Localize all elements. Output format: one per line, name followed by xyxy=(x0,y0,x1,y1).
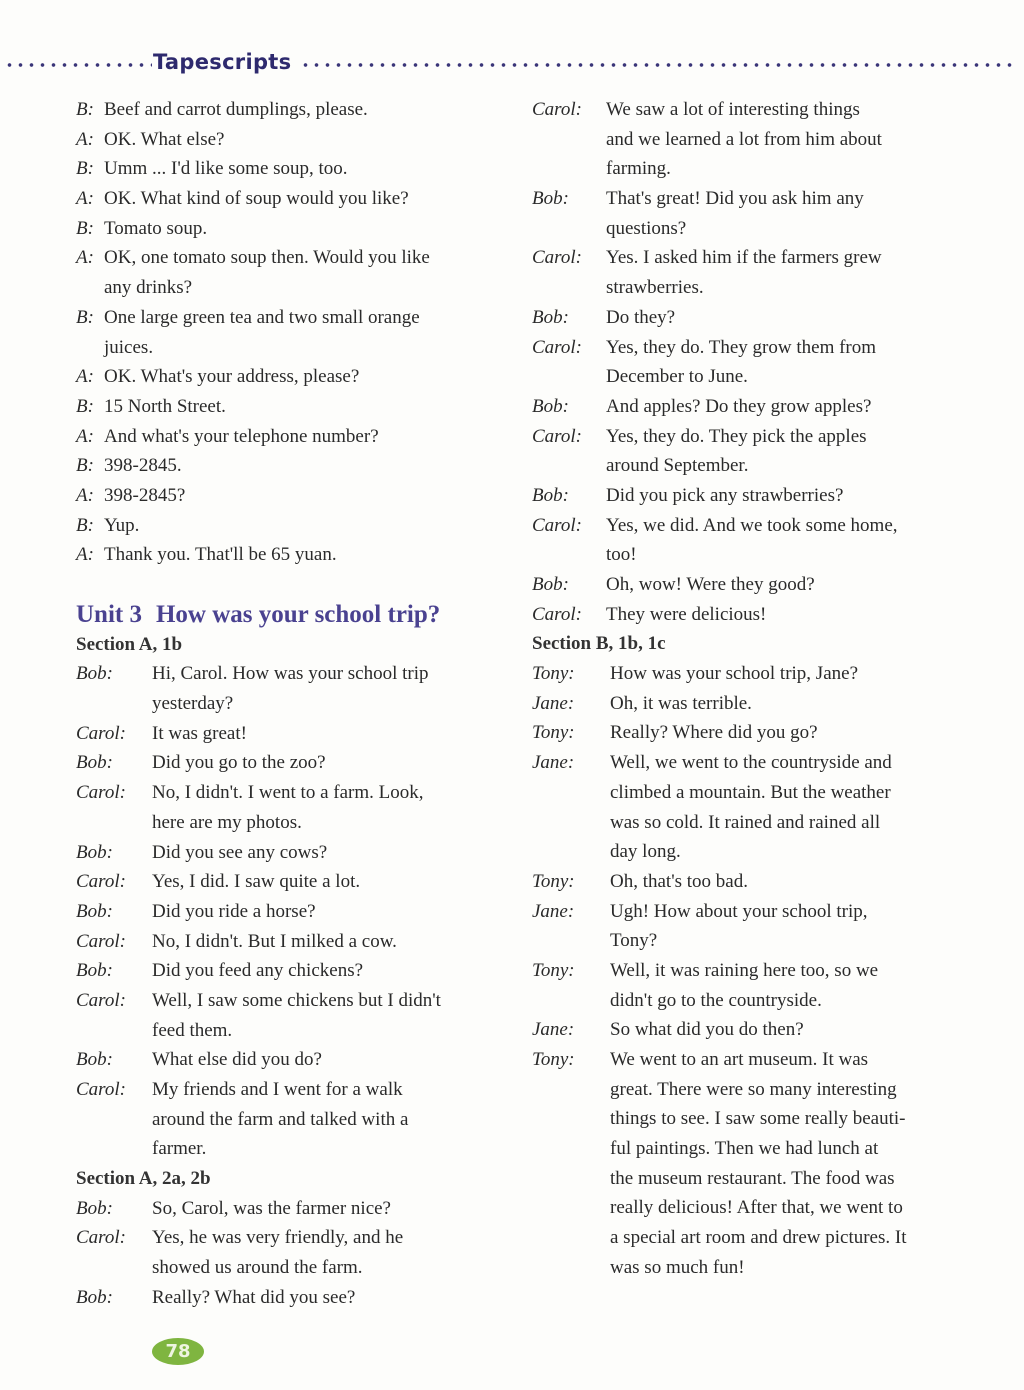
dialogue-text: around September. xyxy=(606,455,749,477)
dialogue-line xyxy=(532,808,972,838)
dialogue-line xyxy=(76,659,516,689)
speaker-label: B: xyxy=(76,217,94,239)
speaker-label: Bob: xyxy=(76,960,113,982)
section-heading: Section A, 2a, 2b xyxy=(76,1168,211,1190)
dialogue-text: climbed a mountain. But the weather xyxy=(610,781,891,803)
dialogue-text: ful paintings. Then we had lunch at xyxy=(610,1138,879,1160)
dialogue-text: strawberries. xyxy=(606,277,704,299)
speaker-label: Bob: xyxy=(76,841,113,863)
dialogue-line xyxy=(76,243,516,273)
speaker-label: B: xyxy=(76,514,94,536)
dialogue-line xyxy=(76,125,516,155)
speaker-label: Carol: xyxy=(532,247,582,269)
dialogue-line xyxy=(532,1075,972,1105)
dialogue-line xyxy=(76,1253,516,1283)
dialogue-text: OK. What's your address, please? xyxy=(104,366,360,388)
dialogue-line xyxy=(532,214,972,244)
dialogue-text: Ugh! How about your school trip, xyxy=(610,900,868,922)
dialogue-text: Oh, that's too bad. xyxy=(610,870,748,892)
dialogue-text: and we learned a lot from him about xyxy=(606,128,882,150)
speaker-label: Carol: xyxy=(532,514,582,536)
dialogue-text: Thank you. That'll be 65 yuan. xyxy=(104,544,337,566)
header-title: Tapescripts xyxy=(153,50,292,74)
dialogue-text: really delicious! After that, we went to xyxy=(610,1197,903,1219)
dialogue-text: Oh, wow! Were they good? xyxy=(606,574,815,595)
dialogue-text: 15 North Street. xyxy=(104,395,226,417)
dialogue-text: OK, one tomato soup then. Would you like xyxy=(104,247,430,269)
dialogue-text: Really? Where did you go? xyxy=(610,722,818,744)
dialogue-text: Yes, he was very friendly, and he xyxy=(152,1227,404,1249)
unit-heading xyxy=(76,600,516,630)
dialogue-line xyxy=(532,1223,972,1253)
dialogue-text: was so much fun! xyxy=(610,1256,745,1278)
dialogue-line xyxy=(532,243,972,273)
dialogue-text: feed them. xyxy=(152,1019,233,1041)
dialogue-line xyxy=(532,1253,972,1283)
dialogue-text: was so cold. It rained and rained all xyxy=(610,811,881,833)
speaker-label: A: xyxy=(76,484,94,506)
dialogue-line xyxy=(76,95,516,125)
dialogue-text: No, I didn't. But I milked a cow. xyxy=(152,930,397,952)
dialogue-text: the museum restaurant. The food was xyxy=(610,1167,895,1189)
dialogue-text: December to June. xyxy=(606,366,748,388)
dialogue-text: things to see. I saw some really beauti- xyxy=(610,1108,906,1130)
speaker-label: Bob: xyxy=(76,1197,113,1219)
dialogue-line xyxy=(532,778,972,808)
dialogue-text: What else did you do? xyxy=(152,1049,322,1071)
dialogue-text: How was your school trip, Jane? xyxy=(610,663,859,685)
dialogue-text: We went to an art museum. It was xyxy=(610,1049,869,1070)
speaker-label: B: xyxy=(76,395,94,417)
dialogue-line xyxy=(76,184,516,214)
speaker-label: Carol: xyxy=(76,722,126,744)
dialogue-line xyxy=(532,1104,972,1134)
dialogue-line xyxy=(76,273,516,303)
dialogue-line xyxy=(532,1015,972,1045)
dialogue-line xyxy=(76,481,516,511)
dialogue-line xyxy=(532,95,972,125)
dialogue-text: Did you ride a horse? xyxy=(152,900,316,922)
speaker-label: Bob: xyxy=(532,395,569,417)
dialogue-line xyxy=(76,689,516,719)
dialogue-text: Well, I saw some chickens but I didn't xyxy=(152,989,441,1011)
dialogue-line xyxy=(76,808,516,838)
dialogue-text: didn't go to the countryside. xyxy=(610,989,822,1011)
dialogue-text: a special art room and drew pictures. It xyxy=(610,1227,907,1249)
page-number-badge: 78 xyxy=(152,1338,204,1365)
dialogue-line xyxy=(532,481,972,511)
dialogue-line xyxy=(532,748,972,778)
dialogue-line xyxy=(76,1105,516,1135)
dialogue-line xyxy=(532,956,972,986)
speaker-label: A: xyxy=(76,425,94,447)
dialogue-line xyxy=(76,422,516,452)
speaker-label: Carol: xyxy=(76,989,126,1011)
dialogue-line xyxy=(532,333,972,363)
left-column xyxy=(76,95,516,1313)
speaker-label: Bob: xyxy=(532,306,569,328)
dialogue-line xyxy=(76,392,516,422)
dialogue-line xyxy=(76,867,516,897)
dialogue-text: Oh, it was terrible. xyxy=(610,692,752,714)
dialogue-line xyxy=(532,303,972,333)
dialogue-text: OK. What else? xyxy=(104,128,225,150)
dialogue-line xyxy=(76,1134,516,1164)
dialogue-line xyxy=(532,451,972,481)
dialogue-text: Tomato soup. xyxy=(104,217,208,239)
dialogue-line xyxy=(76,748,516,778)
dialogue-line xyxy=(76,362,516,392)
speaker-label: Tony: xyxy=(532,870,575,892)
dialogue-line xyxy=(76,333,516,363)
dialogue-line xyxy=(532,867,972,897)
speaker-label: B: xyxy=(76,306,94,328)
dialogue-line xyxy=(532,718,972,748)
dialogue-text: And what's your telephone number? xyxy=(104,425,379,447)
section-heading: Section B, 1b, 1c xyxy=(532,633,666,655)
dialogue-text: Did you see any cows? xyxy=(152,841,328,863)
dialogue-text: Yes, they do. They pick the apples xyxy=(606,425,867,447)
dialogue-line xyxy=(532,392,972,422)
dialogue-line xyxy=(76,154,516,184)
dialogue-text: showed us around the farm. xyxy=(152,1257,363,1279)
dialogue-line xyxy=(532,362,972,392)
dialogue-text: juices. xyxy=(104,336,154,358)
dialogue-line xyxy=(76,540,516,570)
dialogue-line xyxy=(532,837,972,867)
dialogue-line xyxy=(532,422,972,452)
dialogue-line xyxy=(532,689,972,719)
dialogue-line xyxy=(532,570,972,600)
dialogue-line xyxy=(76,897,516,927)
dialogue-text: around the farm and talked with a xyxy=(152,1108,409,1130)
dialogue-text: here are my photos. xyxy=(152,811,302,833)
dotted-rule-right xyxy=(300,62,1018,68)
dialogue-text: Well, it was raining here too, so we xyxy=(610,959,879,981)
dialogue-line xyxy=(76,1283,516,1313)
dialogue-text: One large green tea and two small orange xyxy=(104,306,420,328)
speaker-label: Carol: xyxy=(76,871,126,893)
dialogue-text: Did you go to the zoo? xyxy=(152,752,326,774)
unit-number: Unit 3 xyxy=(76,601,142,628)
speaker-label: Tony: xyxy=(532,959,575,981)
dialogue-text: Umm ... I'd like some soup, too. xyxy=(104,158,348,180)
dialogue-line xyxy=(76,1016,516,1046)
speaker-label: B: xyxy=(76,455,94,477)
speaker-label: Bob: xyxy=(532,574,569,595)
page-header xyxy=(0,50,1024,80)
dialogue-line xyxy=(76,451,516,481)
speaker-label: Jane: xyxy=(532,752,575,774)
dialogue-text: Yes, we did. And we took some home, xyxy=(606,514,898,536)
dialogue-text: So what did you do then? xyxy=(610,1019,804,1041)
dialogue-text: OK. What kind of soup would you like? xyxy=(104,188,409,210)
speaker-label: Carol: xyxy=(532,99,582,120)
speaker-label: Bob: xyxy=(76,1049,113,1071)
speaker-label: Bob: xyxy=(76,1286,113,1308)
dialogue-text: Really? What did you see? xyxy=(152,1286,356,1308)
dialogue-line xyxy=(76,214,516,244)
dialogue-text: Tony? xyxy=(610,930,658,952)
speaker-label: A: xyxy=(76,128,94,150)
speaker-label: Tony: xyxy=(532,1049,575,1070)
dialogue-line xyxy=(532,540,972,570)
speaker-label: Jane: xyxy=(532,692,575,714)
dialogue-line xyxy=(532,1193,972,1223)
dialogue-text: farmer. xyxy=(152,1138,207,1160)
dialogue-text: any drinks? xyxy=(104,277,193,299)
speaker-label: Bob: xyxy=(76,900,113,922)
speaker-label: A: xyxy=(76,247,94,269)
dialogue-line xyxy=(76,719,516,749)
speaker-label: Carol: xyxy=(76,930,126,952)
dialogue-text: So, Carol, was the farmer nice? xyxy=(152,1197,391,1219)
dialogue-line xyxy=(76,1075,516,1105)
speaker-label: Bob: xyxy=(76,752,113,774)
dialogue-text: My friends and I went for a walk xyxy=(152,1079,403,1100)
dialogue-line xyxy=(76,838,516,868)
dialogue-text: No, I didn't. I went to a farm. Look, xyxy=(152,782,424,804)
dialogue-line xyxy=(76,511,516,541)
dialogue-text: Beef and carrot dumplings, please. xyxy=(104,99,368,120)
right-column xyxy=(532,95,972,1283)
dialogue-text: farming. xyxy=(606,158,671,180)
dialogue-text: 398-2845. xyxy=(104,455,182,477)
dialogue-line xyxy=(532,1164,972,1194)
speaker-label: Carol: xyxy=(532,425,582,447)
speaker-label: A: xyxy=(76,188,94,210)
dialogue-text: They were delicious! xyxy=(606,603,767,625)
dialogue-line xyxy=(532,600,972,630)
dialogue-text: great. There were so many interesting xyxy=(610,1078,897,1100)
dotted-rule-left xyxy=(4,62,152,68)
speaker-label: A: xyxy=(76,366,94,388)
dialogue-text: And apples? Do they grow apples? xyxy=(606,395,872,417)
speaker-label: Jane: xyxy=(532,900,575,922)
speaker-label: B: xyxy=(76,99,94,120)
dialogue-line xyxy=(532,986,972,1016)
dialogue-text: Yes, they do. They grow them from xyxy=(606,336,877,358)
dialogue-text: Hi, Carol. How was your school trip xyxy=(152,663,429,685)
dialogue-line xyxy=(76,927,516,957)
dialogue-text: Yup. xyxy=(104,514,140,536)
dialogue-line xyxy=(532,926,972,956)
dialogue-text: Well, we went to the countryside and xyxy=(610,752,892,774)
dialogue-line xyxy=(76,778,516,808)
dialogue-line xyxy=(76,956,516,986)
speaker-label: Carol: xyxy=(76,1079,126,1100)
dialogue-text: questions? xyxy=(606,217,687,239)
unit-title: How was your school trip? xyxy=(155,601,441,628)
speaker-label: Carol: xyxy=(76,782,126,804)
dialogue-line xyxy=(532,125,972,155)
dialogue-line xyxy=(76,1223,516,1253)
speaker-label: Bob: xyxy=(76,663,113,685)
dialogue-text: Do they? xyxy=(606,306,676,328)
dialogue-text: 398-2845? xyxy=(104,484,186,506)
dialogue-text: Yes. I asked him if the farmers grew xyxy=(606,247,882,269)
dialogue-text: We saw a lot of interesting things xyxy=(606,99,860,120)
dialogue-line xyxy=(76,303,516,333)
dialogue-text: too! xyxy=(606,544,637,566)
speaker-label: Bob: xyxy=(532,188,569,210)
dialogue-line xyxy=(76,1194,516,1224)
speaker-label: Carol: xyxy=(532,603,582,625)
speaker-label: A: xyxy=(76,544,94,566)
dialogue-line xyxy=(532,511,972,541)
dialogue-text: That's great! Did you ask him any xyxy=(606,188,864,210)
dialogue-text: yesterday? xyxy=(152,693,234,715)
dialogue-line xyxy=(532,154,972,184)
dialogue-line xyxy=(76,986,516,1016)
dialogue-line xyxy=(76,1045,516,1075)
dialogue-line xyxy=(532,897,972,927)
dialogue-text: Yes, I did. I saw quite a lot. xyxy=(152,871,361,893)
speaker-label: Carol: xyxy=(76,1227,126,1249)
speaker-label: B: xyxy=(76,158,94,180)
speaker-label: Bob: xyxy=(532,484,569,506)
dialogue-line xyxy=(532,184,972,214)
dialogue-line xyxy=(532,1134,972,1164)
dialogue-text: Did you pick any strawberries? xyxy=(606,484,844,506)
speaker-label: Tony: xyxy=(532,722,575,744)
speaker-label: Tony: xyxy=(532,663,575,685)
speaker-label: Carol: xyxy=(532,336,582,358)
speaker-label: Jane: xyxy=(532,1019,575,1041)
section-heading: Section A, 1b xyxy=(76,633,183,655)
dialogue-text: day long. xyxy=(610,841,681,863)
dialogue-text: Did you feed any chickens? xyxy=(152,960,364,982)
dialogue-line xyxy=(532,273,972,303)
dialogue-line xyxy=(532,1045,972,1075)
dialogue-text: It was great! xyxy=(152,722,247,744)
dialogue-line xyxy=(532,659,972,689)
